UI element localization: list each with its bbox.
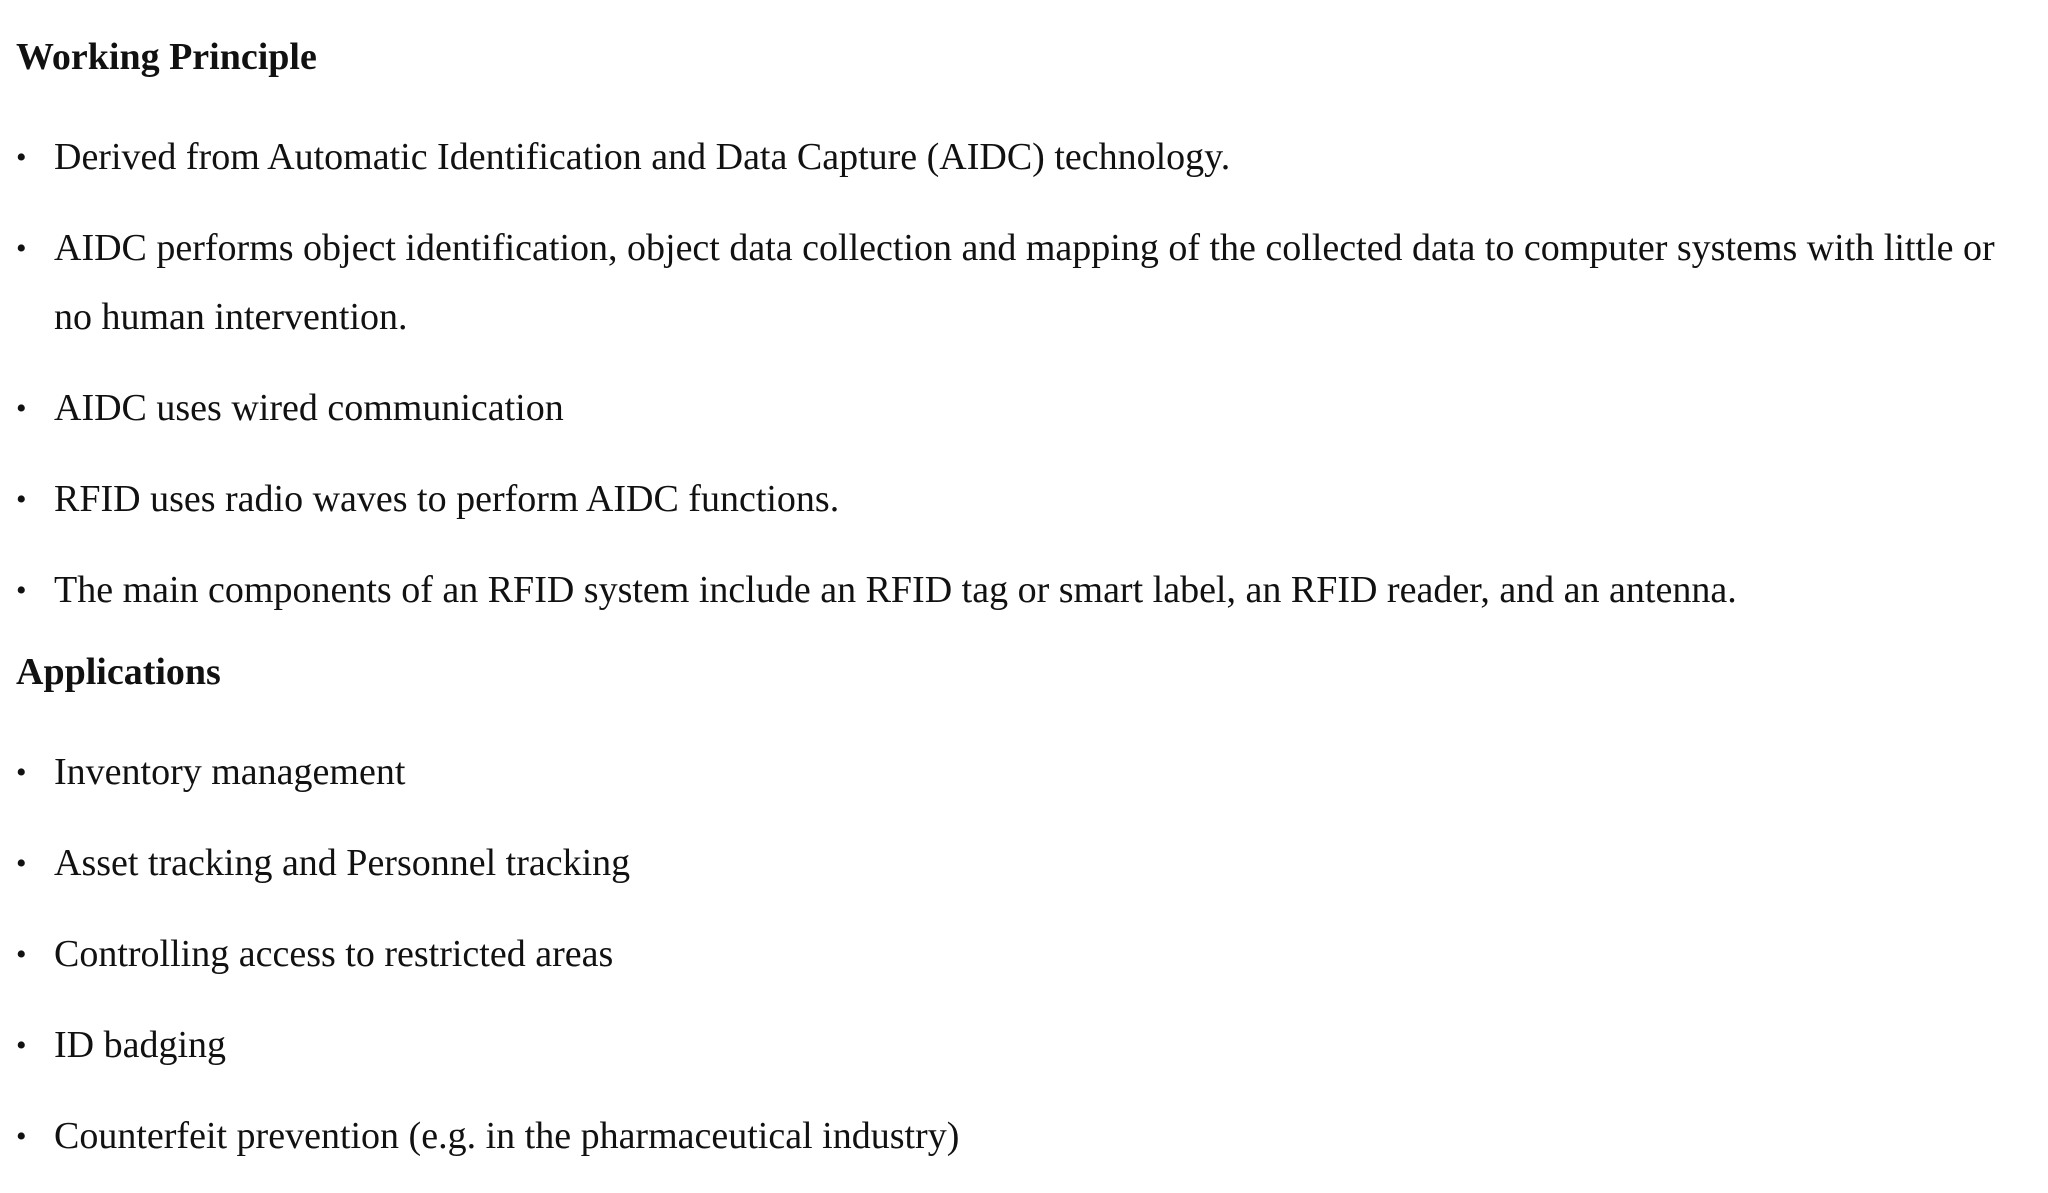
list-item-text: The main components of an RFID system include an RFID tag or smart label, an RFID reader, and an antenna. xyxy=(54,569,1737,611)
list-item-text: Counterfeit prevention (e.g. in the pharmaceutical industry) xyxy=(54,1115,960,1157)
section-title-working-principle: Working Principle xyxy=(16,36,317,78)
bullet-icon: • xyxy=(16,1029,27,1062)
section-title-applications: Applications xyxy=(16,651,221,693)
bullet-icon: • xyxy=(16,1120,27,1153)
list-item xyxy=(16,556,2032,625)
bullet-icon: • xyxy=(16,938,27,971)
list-item xyxy=(16,829,2032,898)
list-item-text: RFID uses radio waves to perform AIDC functions. xyxy=(54,478,840,520)
working-principle-list xyxy=(16,123,2032,647)
bullet-icon: • xyxy=(16,483,27,516)
list-item-text: Inventory management xyxy=(54,751,406,793)
list-item-text: Asset tracking and Personnel tracking xyxy=(54,842,631,884)
list-item-text: AIDC uses wired communication xyxy=(54,387,564,429)
list-item-text: AIDC performs object identification, object data collection and mapping of the collected data to computer systems with little or no human intervention. xyxy=(54,227,1995,338)
list-item xyxy=(16,1011,2032,1080)
bullet-icon: • xyxy=(16,756,27,789)
bullet-icon: • xyxy=(16,392,27,425)
bullet-icon: • xyxy=(16,847,27,880)
list-item xyxy=(16,123,2032,192)
list-item-text: Derived from Automatic Identification and Data Capture (AIDC) technology. xyxy=(54,136,1231,178)
list-item-text: Controlling access to restricted areas xyxy=(54,933,614,975)
bullet-icon: • xyxy=(16,141,27,174)
list-item xyxy=(16,738,2032,807)
list-item-text: ID badging xyxy=(54,1024,227,1066)
list-item xyxy=(16,214,2032,352)
list-item xyxy=(16,920,2032,989)
bullet-icon: • xyxy=(16,232,27,265)
list-item xyxy=(16,1102,2032,1171)
list-item xyxy=(16,465,2032,534)
list-item xyxy=(16,374,2032,443)
bullet-icon: • xyxy=(16,574,27,607)
applications-list xyxy=(16,738,2032,1193)
